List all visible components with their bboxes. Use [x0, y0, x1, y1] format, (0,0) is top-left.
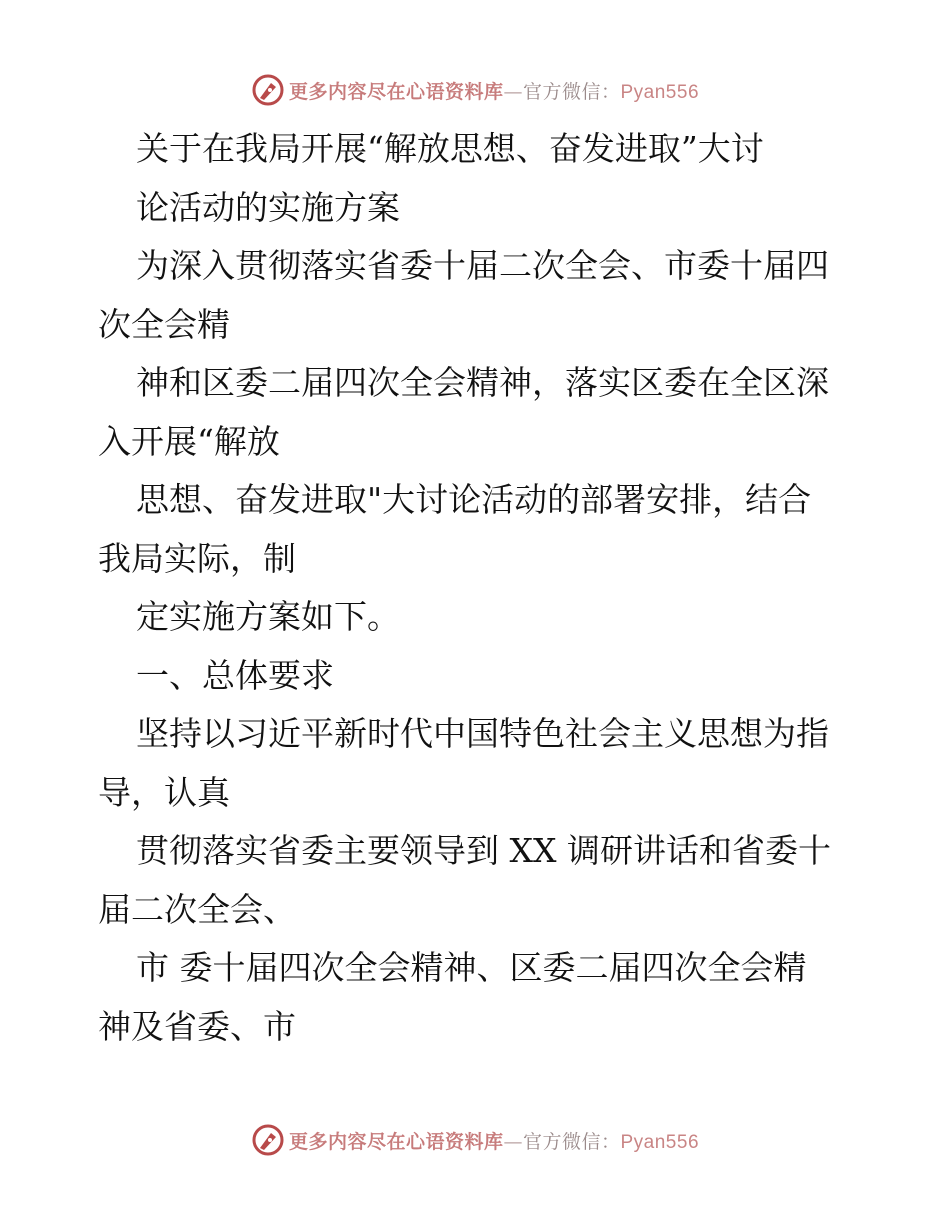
paragraph-line: 贯彻落实省委主要领导到 XX 调研讲话和省委十 — [136, 831, 831, 870]
paragraph-line: 坚持以习近平新时代中国特色社会主义思想为指 — [136, 714, 829, 753]
paragraph-line: 次全会精 — [98, 304, 230, 344]
paragraph-line: 神及省委、市 — [98, 1006, 296, 1046]
title-line-1: 关于在我局开展“解放思想、奋发进取”大讨 — [136, 129, 764, 168]
section-heading: 一、总体要求 — [136, 655, 334, 695]
paragraph-line: 届二次全会、 — [98, 889, 296, 929]
paragraph-line: 导，认真 — [98, 772, 230, 812]
paragraph-line: 思想、奋发进取"大讨论活动的部署安排，结合 — [136, 480, 812, 519]
watermark-text: 更多内容尽在心语资料库—官方微信：Pyan556 — [288, 80, 700, 103]
watermark-text: 更多内容尽在心语资料库—官方微信：Pyan556 — [288, 1130, 700, 1153]
pen-nib-logo-icon — [251, 1123, 285, 1157]
document-body — [98, 120, 858, 1056]
pen-nib-logo-icon — [251, 73, 285, 107]
paragraph-line: 定实施方案如下。 — [136, 597, 400, 636]
paragraph-line: 市 委十届四次全会精神、区委二届四次全会精 — [136, 948, 807, 987]
paragraph-line: 为深入贯彻落实省委十届二次全会、市委十届四 — [136, 246, 829, 285]
paragraph-line: 入开展“解放 — [98, 421, 280, 461]
footer-watermark-banner — [0, 1120, 950, 1160]
paragraph-line: 神和区委二届四次全会精神，落实区委在全区深 — [136, 363, 829, 402]
paragraph-line: 我局实际，制 — [98, 538, 296, 578]
header-watermark-banner — [0, 70, 950, 110]
title-line-2: 论活动的实施方案 — [136, 187, 400, 227]
